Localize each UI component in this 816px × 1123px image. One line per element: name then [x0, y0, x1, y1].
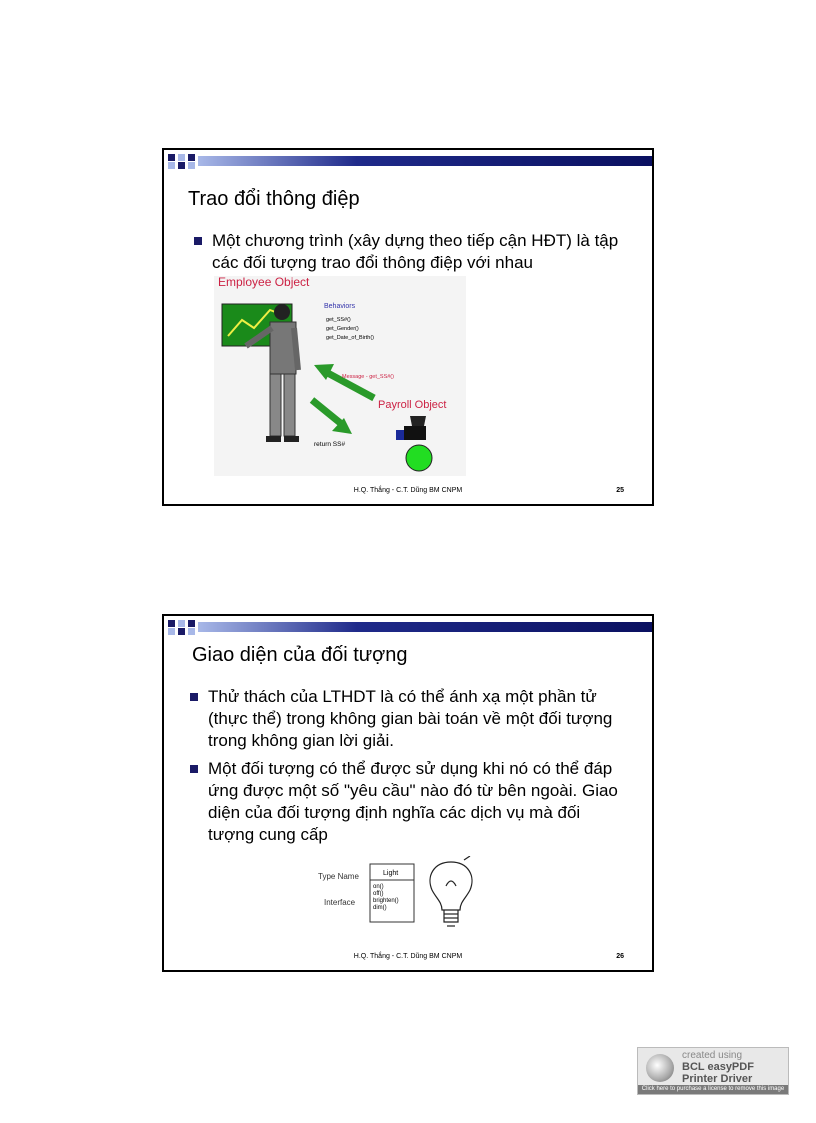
slide-title: Trao đổi thông điệp	[188, 188, 360, 210]
behavior-item: get_SS#()	[326, 317, 351, 323]
page-number: 26	[616, 953, 624, 960]
slide-header-bar	[164, 150, 652, 172]
message-label: Message - get_SS#()	[342, 374, 394, 380]
slide-26	[162, 614, 654, 972]
bullet-item: Một chương trình (xây dựng theo tiếp cận HĐT) là tập các đối tượng trao đổi thông điệp với nhau	[192, 230, 642, 274]
badge-purchase-link[interactable]: Click here to purchase a license to remove this image	[638, 1085, 788, 1094]
light-class-figure	[314, 856, 494, 932]
method-item: off()	[373, 891, 384, 897]
payroll-object-label: Payroll Object	[378, 399, 447, 411]
badge-line-2: BCL easyPDF	[682, 1061, 754, 1073]
method-item: brighten()	[373, 898, 399, 904]
type-name-label: Type Name	[318, 872, 359, 881]
method-item: dim()	[373, 905, 387, 911]
bullet-square-icon	[190, 765, 198, 773]
slide-footer: H.Q. Thắng - C.T. Dũng BM CNPM	[353, 487, 463, 494]
behavior-item: get_Gender()	[326, 326, 359, 332]
badge-line-3: Printer Driver	[682, 1073, 753, 1085]
easypdf-badge[interactable]	[637, 1047, 789, 1095]
slide-header-bar	[164, 616, 652, 638]
bullet-item: Một đối tượng có thể được sử dụng khi nó có thể đáp ứng được một số "yêu cầu" nào đó từ bên ngoài. Giao diện của đối tượng định nghĩa các dịch vụ mà đối tượng cung cấp	[188, 758, 620, 846]
slide-title: Giao diện của đối tượng	[192, 644, 408, 666]
employee-object-label: Employee Object	[218, 276, 310, 289]
bullet-item: Thử thách của LTHDT là có thể ánh xạ một phần tử (thực thể) trong không gian bài toán về một đối tượng trong không gian lời giải.	[188, 686, 620, 752]
slide-25	[162, 148, 654, 506]
return-label: return SS#	[314, 441, 346, 448]
bullet-square-icon	[190, 693, 198, 701]
bullet-square-icon	[194, 237, 202, 245]
interface-label: Interface	[324, 898, 356, 907]
printer-logo-icon	[646, 1054, 674, 1082]
behaviors-title: Behaviors	[324, 303, 356, 310]
badge-line-1: created using	[682, 1050, 743, 1061]
slide-footer: H.Q. Thắng - C.T. Dũng BM CNPM	[353, 953, 463, 960]
light-bulb-icon	[430, 856, 472, 926]
behavior-item: get_Date_of_Birth()	[326, 335, 374, 341]
page-number: 25	[616, 487, 624, 494]
message-passing-figure	[214, 276, 466, 476]
method-item: on()	[373, 884, 384, 890]
class-name: Light	[383, 870, 399, 877]
